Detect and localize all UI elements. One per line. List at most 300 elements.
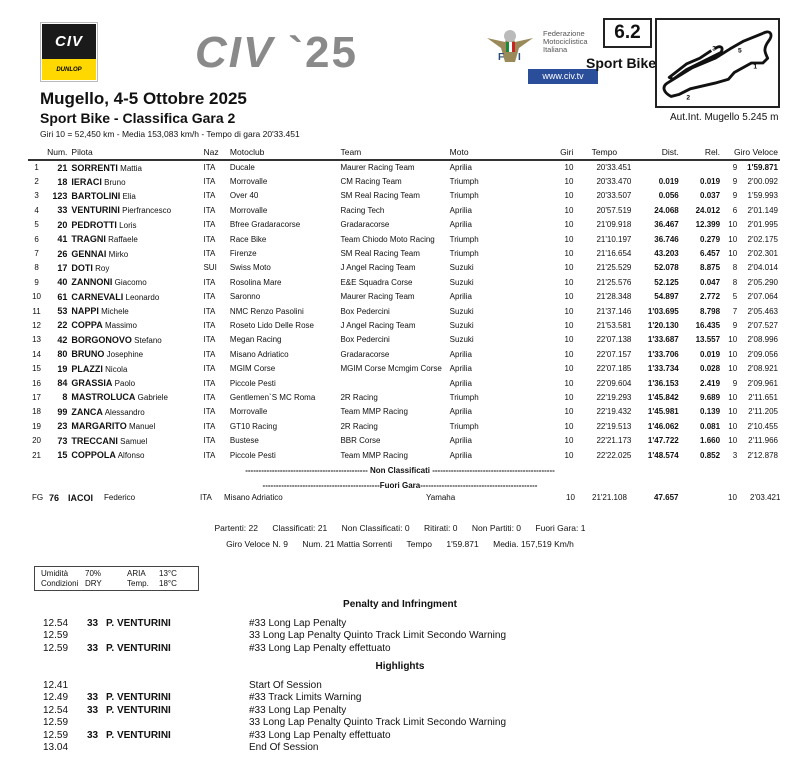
row-nation: ITA: [203, 177, 216, 187]
row-nation: ITA: [203, 407, 216, 417]
row-best-lap: 2'09.961: [747, 378, 778, 388]
row-nation: ITA: [203, 378, 216, 388]
row-laps: 10: [564, 349, 574, 359]
col-num: Num.: [45, 146, 69, 160]
penalty-title: Penalty and Infringment: [343, 599, 457, 610]
row-best-lap-number: 10: [728, 335, 738, 345]
row-time: 20'57.519: [596, 205, 632, 215]
row-number: 21: [57, 162, 68, 173]
temp-label: Temp.: [127, 579, 149, 588]
pilot-surname: BRUNO: [71, 349, 105, 360]
row-nation: ITA: [203, 292, 216, 302]
row-pilot: [69, 304, 201, 318]
row-gap-prev: [681, 160, 722, 174]
row-pilot: [69, 261, 201, 275]
table-row: [28, 361, 780, 375]
row-pilot: [69, 376, 201, 390]
sector-label: 2: [686, 94, 691, 102]
pilot-surname: ZANNONI: [71, 277, 113, 288]
row-best-lap-number: 10: [728, 220, 738, 230]
fuori-gara-separator: --------------------------------------------Fuori Gara--------------------------------------------: [262, 481, 538, 490]
stat-non-classificati: Non Classificati: 0: [341, 523, 410, 533]
row-nation: ITA: [203, 450, 216, 460]
row-best-lap: 2'07.064: [747, 292, 778, 302]
row-laps: 10: [564, 234, 574, 244]
row-nation: ITA: [203, 249, 216, 259]
row-pilot: [69, 318, 201, 332]
row-moto: Suzuki: [449, 306, 474, 316]
row-gap-prev: 8.798: [700, 306, 721, 316]
row-number: 61: [57, 291, 68, 302]
row-time: 20'33.451: [596, 163, 632, 173]
row-best-lap: 1'59.871: [747, 163, 778, 173]
air-value: 13°C: [159, 569, 177, 578]
event-description: Start Of Session: [249, 680, 322, 691]
row-gap-prev: 16.435: [695, 320, 721, 330]
table-row: [28, 390, 780, 404]
pilot-surname: IERACI: [71, 176, 102, 187]
event-rider-name: P. VENTURINI: [106, 729, 171, 741]
row-gap-leader: 1'45.842: [647, 392, 679, 402]
fuori-gara-row: [28, 493, 780, 507]
row-number: 33: [57, 205, 68, 216]
row-best-lap: 2'05.463: [747, 306, 778, 316]
row-time: 22'07.138: [596, 335, 632, 345]
row-moto: Aprilia: [449, 364, 472, 374]
pilot-firstname: Gabriele: [137, 393, 168, 403]
event-rider-name: P. VENTURINI: [106, 704, 171, 716]
pilot-firstname: Mattia: [120, 163, 142, 173]
row-position: 4: [34, 205, 39, 215]
row-best-lap-number: 10: [728, 392, 738, 402]
session-title: Sport Bike - Classifica Gara 2: [40, 110, 236, 126]
event-row: [43, 730, 743, 742]
row-nation: ITA: [203, 234, 216, 244]
row-number: 73: [57, 435, 68, 446]
pilot-firstname: Pierfrancesco: [122, 206, 172, 216]
row-moto: Triumph: [449, 191, 479, 201]
event-description: #33 Long Lap Penalty effettuato: [249, 642, 391, 654]
fg-giri: 10: [566, 493, 575, 502]
event-row: [43, 705, 743, 717]
row-motoclub: Roseto Lido Delle Rose: [229, 320, 314, 330]
col-dist: Dist.: [633, 146, 680, 160]
row-team: J Angel Racing Team: [340, 320, 416, 330]
pilot-surname: ZANCA: [71, 406, 103, 417]
row-gap-prev: 0.139: [700, 407, 721, 417]
row-time: 21'10.197: [596, 234, 632, 244]
table-row: [28, 347, 780, 361]
event-row: [43, 643, 743, 655]
row-gap-leader: 1'46.062: [647, 421, 679, 431]
stat-classificati: Classificati: 21: [272, 523, 328, 533]
row-moto: Aprilia: [449, 292, 472, 302]
row-time: 21'09.918: [596, 220, 632, 230]
fg-club: Misano Adriatico: [224, 493, 283, 502]
row-pilot: [69, 246, 201, 260]
pilot-firstname: Roy: [95, 263, 110, 273]
row-time: 21'37.146: [596, 306, 632, 316]
row-best-lap: 2'07.527: [747, 320, 778, 330]
temp-value: 18°C: [159, 579, 177, 588]
row-best-lap-number: 10: [728, 349, 738, 359]
pilot-firstname: Paolo: [114, 379, 136, 389]
row-gap-prev: 12.399: [695, 220, 721, 230]
row-team: SM Real Racing Team: [340, 191, 420, 201]
event-description: #33 Long Lap Penalty effettuato: [249, 729, 391, 741]
row-laps: 10: [564, 191, 574, 201]
row-laps: 10: [564, 421, 574, 431]
row-gap-prev: 0.037: [700, 191, 721, 201]
race-summary: Giri 10 = 52,450 km - Media 153,083 km/h - Tempo di gara 20'33.451: [40, 129, 300, 139]
row-pilot: [69, 347, 201, 361]
row-moto: Aprilia: [449, 436, 472, 446]
row-moto: Suzuki: [449, 335, 474, 345]
table-row: [28, 189, 780, 203]
event-rider-number: 33: [87, 692, 99, 704]
row-motoclub: Saronno: [229, 292, 261, 302]
row-position: 1: [34, 163, 39, 173]
pilot-firstname: Raffaele: [108, 235, 138, 245]
row-best-lap-number: 10: [728, 234, 738, 244]
results-table: [28, 146, 780, 462]
pilot-surname: MASTROLUCA: [71, 392, 136, 403]
pilot-surname: PEDROTTI: [71, 219, 117, 230]
row-time: 21'25.529: [596, 263, 632, 273]
civ-url-link[interactable]: www.civ.tv: [528, 69, 598, 84]
table-row: [28, 376, 780, 390]
row-gap-leader: 1'36.153: [647, 378, 679, 388]
event-row: [43, 618, 743, 630]
row-best-lap-number: 9: [732, 320, 738, 330]
table-row: [28, 433, 780, 447]
row-gap-leader: 1'33.687: [647, 335, 679, 345]
event-description: #33 Track Limits Warning: [249, 692, 362, 704]
table-row: [28, 304, 780, 318]
row-number: 80: [57, 349, 68, 360]
row-pilot: [69, 290, 201, 304]
row-position: 11: [32, 306, 41, 316]
pilot-surname: VENTURINI: [71, 205, 120, 216]
event-rider-number: 33: [87, 704, 99, 716]
row-best-lap: 2'08.996: [747, 335, 778, 345]
pilot-firstname: Bruno: [104, 177, 126, 187]
air-label: ARIA: [127, 569, 146, 578]
pilot-firstname: Massimo: [105, 321, 138, 331]
row-position: 13: [32, 335, 41, 345]
pilot-surname: GENNAI: [71, 248, 107, 259]
row-motoclub: Morrovalle: [229, 205, 268, 215]
table-row: [28, 218, 780, 232]
row-gap-prev: 0.047: [700, 277, 721, 287]
weather-box: [34, 566, 199, 591]
row-best-lap: 2'00.092: [747, 177, 778, 187]
row-moto: Triumph: [449, 249, 479, 259]
row-gap-prev: 2.772: [700, 292, 721, 302]
event-rider-number: 33: [87, 618, 99, 629]
row-gap-prev: 0.019: [700, 177, 721, 187]
row-time: 21'25.576: [596, 277, 632, 287]
event-title: Mugello, 4-5 Ottobre 2025: [40, 89, 247, 108]
row-team: J Angel Racing Team: [340, 263, 416, 273]
track-map-icon: [655, 18, 780, 108]
row-best-lap: 2'11.651: [748, 392, 778, 402]
row-nation: ITA: [203, 349, 216, 359]
row-position: 19: [32, 421, 41, 431]
col-giro-veloce: Giro Veloce: [722, 146, 780, 160]
event-row: [43, 692, 743, 704]
row-team: E&E Squadra Corse: [340, 277, 413, 287]
row-best-lap-number: 9: [732, 163, 738, 173]
row-laps: 10: [564, 378, 574, 388]
row-nation: ITA: [203, 436, 216, 446]
row-nation: SUI: [203, 263, 217, 273]
row-gap-leader: 43.203: [654, 249, 679, 259]
row-pilot: [69, 189, 201, 203]
pilot-firstname: Giacomo: [114, 278, 147, 288]
row-number: 123: [52, 190, 68, 201]
stat-partenti: Partenti: 22: [214, 523, 258, 533]
row-motoclub: Morrovalle: [229, 177, 268, 187]
sector-label: 3: [712, 45, 716, 53]
row-best-lap-number: 6: [732, 205, 738, 215]
pilot-surname: GRASSIA: [71, 378, 113, 389]
row-number: 40: [57, 277, 68, 288]
col-pilota: Pilota: [69, 146, 201, 160]
fastest-lap-rider: Num. 21 Mattia Sorrenti: [302, 539, 393, 549]
row-laps: 10: [564, 263, 574, 273]
row-nation: ITA: [203, 392, 216, 402]
row-number: 15: [57, 450, 68, 460]
row-team: 2R Racing: [340, 392, 378, 402]
row-pilot: [69, 174, 201, 188]
row-laps: 10: [564, 163, 574, 173]
row-gap-leader: 0.019: [658, 177, 679, 187]
event-time: 13.04: [43, 742, 69, 753]
row-gap-leader: 52.125: [654, 277, 679, 287]
humidity-label: Umidità: [41, 569, 69, 578]
row-best-lap-number: 8: [732, 263, 738, 273]
row-position: 20: [32, 436, 41, 446]
row-nation: ITA: [203, 306, 216, 316]
row-time: 21'16.654: [596, 249, 632, 259]
row-position: 15: [32, 364, 41, 374]
row-team: CM Racing Team: [340, 177, 402, 187]
event-description: End Of Session: [249, 742, 319, 753]
row-best-lap: 2'09.056: [747, 349, 778, 359]
row-laps: 10: [564, 320, 574, 330]
fg-first: Federico: [104, 493, 136, 502]
fg-num: 76: [49, 493, 60, 503]
row-time: 22'22.025: [596, 450, 632, 460]
row-time: 22'19.513: [596, 421, 632, 431]
row-team: Box Pedercini: [340, 306, 390, 316]
fg-dist: 47.657: [654, 493, 679, 502]
row-gap-prev: 0.279: [700, 234, 721, 244]
row-motoclub: Race Bike: [229, 234, 267, 244]
row-motoclub: Bfree Gradaracorse: [229, 220, 301, 230]
row-number: 23: [57, 421, 68, 432]
pilot-surname: SORRENTI: [71, 162, 118, 173]
row-motoclub: Misano Adriatico: [229, 349, 289, 359]
pilot-surname: DOTI: [71, 262, 93, 273]
row-gap-leader: 1'47.722: [647, 436, 679, 446]
row-best-lap: 2'10.455: [747, 421, 778, 431]
row-position: 14: [32, 349, 41, 359]
table-row: [28, 419, 780, 433]
pilot-firstname: Elia: [122, 191, 136, 201]
row-motoclub: Morrovalle: [229, 407, 268, 417]
row-position: 18: [32, 407, 41, 417]
row-gap-leader: 1'20.130: [647, 320, 679, 330]
table-row: [28, 246, 780, 260]
row-gap-prev: 9.689: [700, 392, 721, 402]
row-gap-prev: 24.012: [695, 205, 721, 215]
row-gap-prev: 0.081: [700, 421, 721, 431]
track-label: Aut.Int. Mugello 5.245 m: [670, 112, 779, 123]
event-rider-number: 33: [87, 642, 99, 654]
col-moto: Moto: [448, 146, 555, 160]
row-number: 84: [57, 378, 68, 389]
row-pilot: [69, 203, 201, 217]
table-row: [28, 405, 780, 419]
stat-fuori-gara: Fuori Gara: 1: [535, 523, 586, 533]
row-best-lap-number: 10: [728, 436, 738, 446]
row-number: 20: [57, 219, 68, 230]
row-laps: 10: [564, 450, 574, 460]
row-laps: 10: [564, 277, 574, 287]
row-best-lap-number: 9: [732, 191, 738, 201]
row-team: Racing Tech: [340, 205, 385, 215]
row-best-lap-number: 3: [732, 450, 738, 460]
row-motoclub: MGIM Corse: [229, 364, 276, 374]
row-number: 19: [57, 363, 68, 374]
event-time: 12.59: [43, 630, 69, 642]
row-gap-prev: 0.028: [700, 364, 721, 374]
row-gap-prev: 2.419: [700, 378, 721, 388]
table-row: [28, 318, 780, 332]
conditions-value: DRY: [85, 579, 102, 588]
row-best-lap-number: 5: [732, 292, 738, 302]
table-row: [28, 448, 780, 462]
row-best-lap: 2'04.014: [747, 263, 778, 273]
row-pilot: [69, 218, 201, 232]
pilot-surname: COPPOLA: [71, 450, 116, 460]
fg-tempo: 21'21.108: [592, 493, 627, 502]
pilot-surname: BARTOLINI: [71, 190, 121, 201]
row-moto: Aprilia: [449, 163, 472, 173]
row-laps: 10: [564, 364, 574, 374]
row-motoclub: Piccole Pesti: [229, 450, 276, 460]
row-moto: Aprilia: [449, 205, 472, 215]
row-team: Maurer Racing Team: [340, 292, 415, 302]
pilot-surname: BORGONOVO: [71, 334, 132, 345]
row-gap-leader: [633, 160, 680, 174]
civ-year-text: `25: [288, 28, 358, 77]
row-moto: Triumph: [449, 177, 479, 187]
row-position: 3: [34, 191, 39, 201]
event-time: 12.54: [43, 618, 69, 629]
row-gap-leader: 24.068: [654, 205, 679, 215]
row-time: 22'09.604: [596, 378, 632, 388]
row-gap-prev: 0.019: [700, 349, 721, 359]
event-rider-name: P. VENTURINI: [106, 618, 171, 629]
fg-moto: Yamaha: [426, 493, 456, 502]
row-team: Team MMP Racing: [340, 407, 408, 417]
col-motoclub: Motoclub: [228, 146, 339, 160]
fg-surname: IACOI: [68, 493, 94, 503]
row-position: 7: [34, 249, 39, 259]
row-team: Gradaracorse: [340, 220, 390, 230]
row-motoclub: Firenze: [229, 249, 257, 259]
row-best-lap: 2'11.205: [748, 407, 778, 417]
pilot-firstname: Loris: [119, 220, 137, 230]
fastest-lap-speed: Media. 157,519 Km/h: [493, 539, 574, 549]
svg-text:F: F: [498, 52, 505, 63]
row-gap-prev: 0.852: [700, 450, 721, 460]
row-motoclub: Piccole Pesti: [229, 378, 276, 388]
pilot-firstname: Alessandro: [104, 407, 145, 417]
row-gap-leader: 1'03.695: [647, 306, 679, 316]
row-pilot: [69, 419, 201, 433]
pilot-surname: MARGARITO: [71, 421, 127, 432]
row-best-lap-number: 10: [728, 364, 738, 374]
row-laps: 10: [564, 220, 574, 230]
row-number: 17: [57, 262, 68, 273]
row-team: Gradaracorse: [340, 349, 390, 359]
event-time: 12.49: [43, 692, 69, 704]
event-description: 33 Long Lap Penalty Quinto Track Limit Secondo Warning: [249, 630, 507, 642]
row-motoclub: Over 40: [229, 191, 259, 201]
event-row: [43, 630, 743, 642]
fmi-emblem-icon: [485, 24, 535, 66]
event-time: 12.59: [43, 717, 69, 729]
table-row: [28, 160, 780, 174]
row-number: 22: [57, 320, 68, 331]
event-rider-name: P. VENTURINI: [106, 692, 171, 704]
event-row: [43, 742, 743, 754]
row-moto: Aprilia: [449, 450, 472, 460]
row-pilot: [69, 405, 201, 419]
row-position: 6: [34, 234, 39, 244]
row-team: [338, 376, 447, 390]
row-best-lap-number: 9: [732, 378, 738, 388]
row-motoclub: Rosolina Mare: [229, 277, 282, 287]
row-pilot: [69, 333, 201, 347]
row-moto: Suzuki: [449, 263, 474, 273]
civ-25-logo: [195, 28, 358, 78]
row-gap-prev: 1.660: [700, 436, 721, 446]
col-tempo: Tempo: [575, 146, 633, 160]
row-team: MGIM Corse Mcmgim Corse: [340, 364, 442, 374]
row-best-lap: 2'08.921: [747, 364, 778, 374]
fg-giro-veloce: 2'03.421: [750, 493, 781, 502]
row-gap-leader: 1'33.706: [647, 349, 679, 359]
table-row: [28, 232, 780, 246]
row-position: 8: [34, 263, 39, 273]
row-best-lap: 2'01.149: [747, 205, 778, 215]
col-pos: [28, 146, 45, 160]
row-pilot: [69, 448, 201, 462]
row-best-lap-number: 10: [728, 421, 738, 431]
row-nation: ITA: [203, 364, 216, 374]
pilot-firstname: Manuel: [129, 422, 156, 432]
row-time: 21'53.581: [596, 320, 632, 330]
table-header: [28, 146, 780, 160]
row-motoclub: Ducale: [229, 163, 255, 173]
row-moto: Triumph: [449, 392, 479, 402]
row-motoclub: GT10 Racing: [229, 421, 278, 431]
